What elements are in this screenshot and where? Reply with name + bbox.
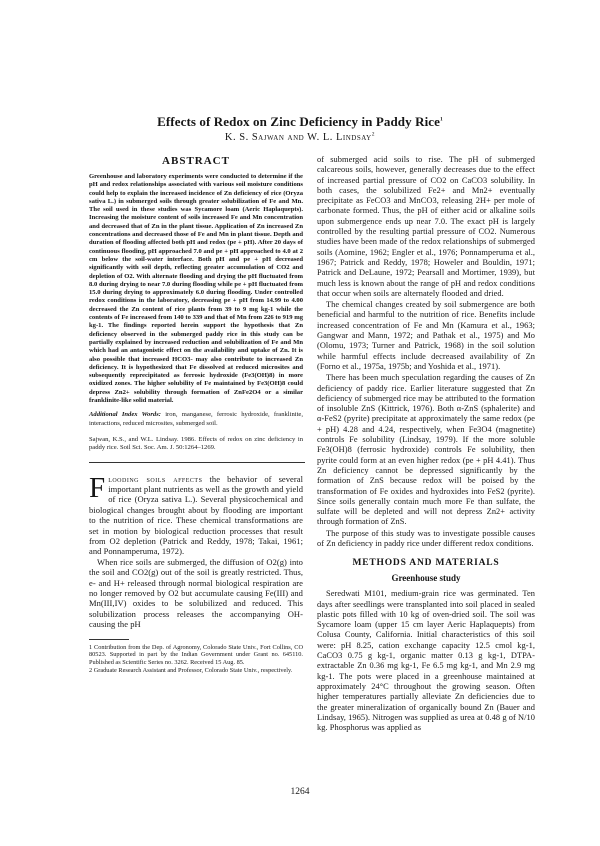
abstract-heading: ABSTRACT xyxy=(162,155,230,167)
page-number: 1264 xyxy=(290,787,310,797)
left-column xyxy=(89,155,303,674)
body-paragraph-3: There has been much speculation regarding the causes of Zn deficiency of paddy rice. Earlier literature suggested that Zn deficiency of submerged rice may be attributed to the formation of insoluble ZnS (Kittrick, 1976). Both α-ZnS (sphalerite) and α-FeS2 (pyrite) precipitate at approximately the same redox (pe + pH) 4.28 and 4.24, respectively, when Fe3O4 (magnetite) controls Fe solubility (Lindsay, 1979). If the more soluble Fe3(OH)8 (ferrosic hydroxide) controls Fe solubility, then pyrite could form at an even higher redox (pe + pH 4.41). Thus Zn deficiency cannot be depressed significantly by the formation of ZnS because redox will be poised by the transformation of Fe oxides and hydroxides into FeS2 (pyrite). Since soils generally contain much more Fe than sulfate, the sulfate will be depleted and will not depress Zn2+ activity through formation of ZnS. xyxy=(317,373,535,527)
article-title-text: Effects of Redox on Zinc Deficiency in Paddy Rice xyxy=(157,114,441,129)
intro-paragraph-2: When rice soils are submerged, the diffusion of O2(g) into the soil and CO2(g) out of the soil is greatly restricted. Thus, e- and H+ released through normal biological respiration are no longer removed by O2 but accumulate causing Fe(III) and Mn(III,IV) oxides to be solubilized and reduced. This solubilization process releases the accompanying OH- causing the pH xyxy=(89,556,303,630)
methods-heading: METHODS AND MATERIALS xyxy=(352,558,500,569)
index-words-label: Additional Index Words: xyxy=(89,411,161,419)
index-words-text: iron, manganese, ferrosic hydroxide, franklinite, interactions, reduced microsites, submerged soil. xyxy=(89,411,303,427)
intro-paragraph-1 xyxy=(89,471,303,557)
body-paragraph-4: The purpose of this study was to investigate possible causes of Zn deficiency in paddy rice under different redox conditions. xyxy=(317,528,535,548)
title-footnote-marker: 1 xyxy=(440,116,443,123)
intro-paragraph-1-text: the behavior of several important plant nutrients as well as the growth and yield of rice (Oryza sativa L.). Several physicochemical and biological changes brought about by flooding are important to the nutrition of rice. These chemical transformations are set in motion by biological reduction processes that result from O2 depletion (Patrick and Reddy, 1978; Takai, 1961; and Ponnamperuma, 1972). xyxy=(89,473,303,557)
article-citation: Sajwan, K.S., and W.L. Lindsay. 1986. Effects of redox on zinc deficiency in paddy rice. Soil Sci. Soc. Am. J. 50:1264–1269. xyxy=(89,435,303,452)
footnote-divider xyxy=(89,639,129,640)
body-paragraph-2: The chemical changes created by soil submergence are both beneficial and harmful to the nutrition of rice. Benefits include increased concentration of Fe and Mn (Kamura et al., 1963; Gangwar and Mann, 1972; and Pathak et al., 1975) and Mo (Olomu, 1973; Turner and Patrick, 1968) in the soil solution while harmful effects include decreased availability of Zn (Forno et al., 1975a, 1975b; and Yoshida et al., 1971). xyxy=(317,300,535,371)
right-column xyxy=(317,155,535,733)
author-names: K. S. Sajwan and W. L. Lindsay xyxy=(224,132,372,143)
author-footnote-marker: 2 xyxy=(371,131,376,138)
greenhouse-subheading: Greenhouse study xyxy=(391,573,461,584)
abstract-body: Greenhouse and laboratory experiments were conducted to determine if the pH and redox relationships associated with various soil moisture conditions could help to explain the increased incidence of Zn deficiency of rice (Oryza sativa L.) in submerged soils through greater solubilization of Fe and Mn. The soil used in these studies was Sycamore loam (Aeric Haplaquepts). Increasing the moisture content of soils increased Fe and Mn concentration and decreased that of Zn in the plant tissue. Application of Zn increased Zn concentrations and decreased those of Fe and Mn in plant tissue. Depth and duration of flooding affected both pH and redox (pe + pH). After 20 days of continuous flooding, pH approached 7.0 and pe + pH approached to 4.0 at 2 cm below the soil-water interface. Both pH and pe + pH decreased significantly with soil depth, reflecting greater accumulation of CO2 and depletion of O2. With alternate flooding and drying the pH fluctuated from 8.0 during drying to near 7.0 during flooding while pe + pH fluctuated from 15.0 during drying to approximately 6.0 during flooding. Under controlled redox conditions in the laboratory, decreasing pe + pH from 14.99 to 4.00 decreased the Zn content of rice plants from 39 to 9 mg kg-1 while the contents of Fe increased from 140 to 339 and that of Mn from 226 to 919 mg kg-1. The findings reported herein support the hypothesis that Zn deficiency observed in the submerged paddy rice in this study can be partially explained by increased reduction and solubilization of Fe and Mn which had an antagonistic effect on the availability and uptake of Zn. It is also possible that increased HCO3- may also contribute to increased Zn deficiency. It is hypothesized that Fe dissolved at reduced microsites and subsequently reprecipitated as ferrosic hydroxide (Fe3(OH)8) in more oxidized zones. The higher solubility of Fe maintained by Fe3(OH)8 could depress Zn2+ solubility through formation of ZnFe2O4 or a similar franklinite-like solid material. xyxy=(89,173,303,405)
footnote-1: 1 Contribution from the Dep. of Agronomy, Colorado State Univ., Fort Collins, CO 80523. Supported in part by the Indian Government under Grant no. 645110. Published as Scientific Series no. 3262. Received 15 Aug. 85. xyxy=(89,643,303,666)
body-paragraph-1: of submerged acid soils to rise. The pH of submerged calcareous soils, however, generally decreases due to the effect of increased partial pressure of CO2 on CaCO3 solubility. In both cases, the solubilized Fe2+ and Mn2+ eventually precipitate as FeCO3 and MnCO3, releasing 2H+ per mole of carbonate formed. Thus, the pH of either acid or alkaline soils upon submergence ends up near 7.0. The exact pH is largely controlled by the resulting partial pressure of CO2. Numerous studies have been made of the redox relationships of submerged soils (Aomine, 1962; Engler et al., 1976; Ponnamperuma et al., 1967; Patrick and Reddy, 1978; Howeler and Bouldin, 1971; Patrick and DeLaune, 1972; Pearsall and Mortimer, 1939), but much less is known about the range of pH and redox conditions that occur when soils are alternately flooded and dried. xyxy=(317,155,535,298)
drop-cap: F xyxy=(89,471,106,504)
footnote-2: 2 Graduate Research Assistant and Professor, Colorado State Univ., respectively. xyxy=(89,666,293,674)
section-divider xyxy=(89,462,305,463)
author-line xyxy=(0,132,600,143)
article-title xyxy=(0,114,600,130)
methods-paragraph-1: Seredwati M101, medium-grain rice was germinated. Ten days after seedlings were transplanted into soil placed in sealed plastic pots filled with 10 kg of oven-dried soil. The soil was Sycamore loam (upper 15 cm layer Aeric Haplaquepts) from Colusa County, California. Initial characteristics of this soil were: pH 8.25, cation exchange capacity 12.5 cmol kg-1, CaCO3 0.75 g kg-1, organic matter 0.13 g kg-1, DTPA-extractable Zn 0.36 mg kg-1, Fe 6.5 mg kg-1, and Mn 2.9 mg kg-1. The pots were placed in a greenhouse maintained at approximately 24°C throughout the growing season. Often higher temperatures partially alleviate Zn deficiencies due to the greater mineralization of organically bound Zn (Bauer and Lindsay, 1965). Nitrogen was supplied as urea at 0.48 g of N/10 kg. Phosphorus was applied as xyxy=(317,589,535,733)
intro-lead-words: looding soils affects xyxy=(108,473,203,484)
index-words xyxy=(89,411,303,428)
